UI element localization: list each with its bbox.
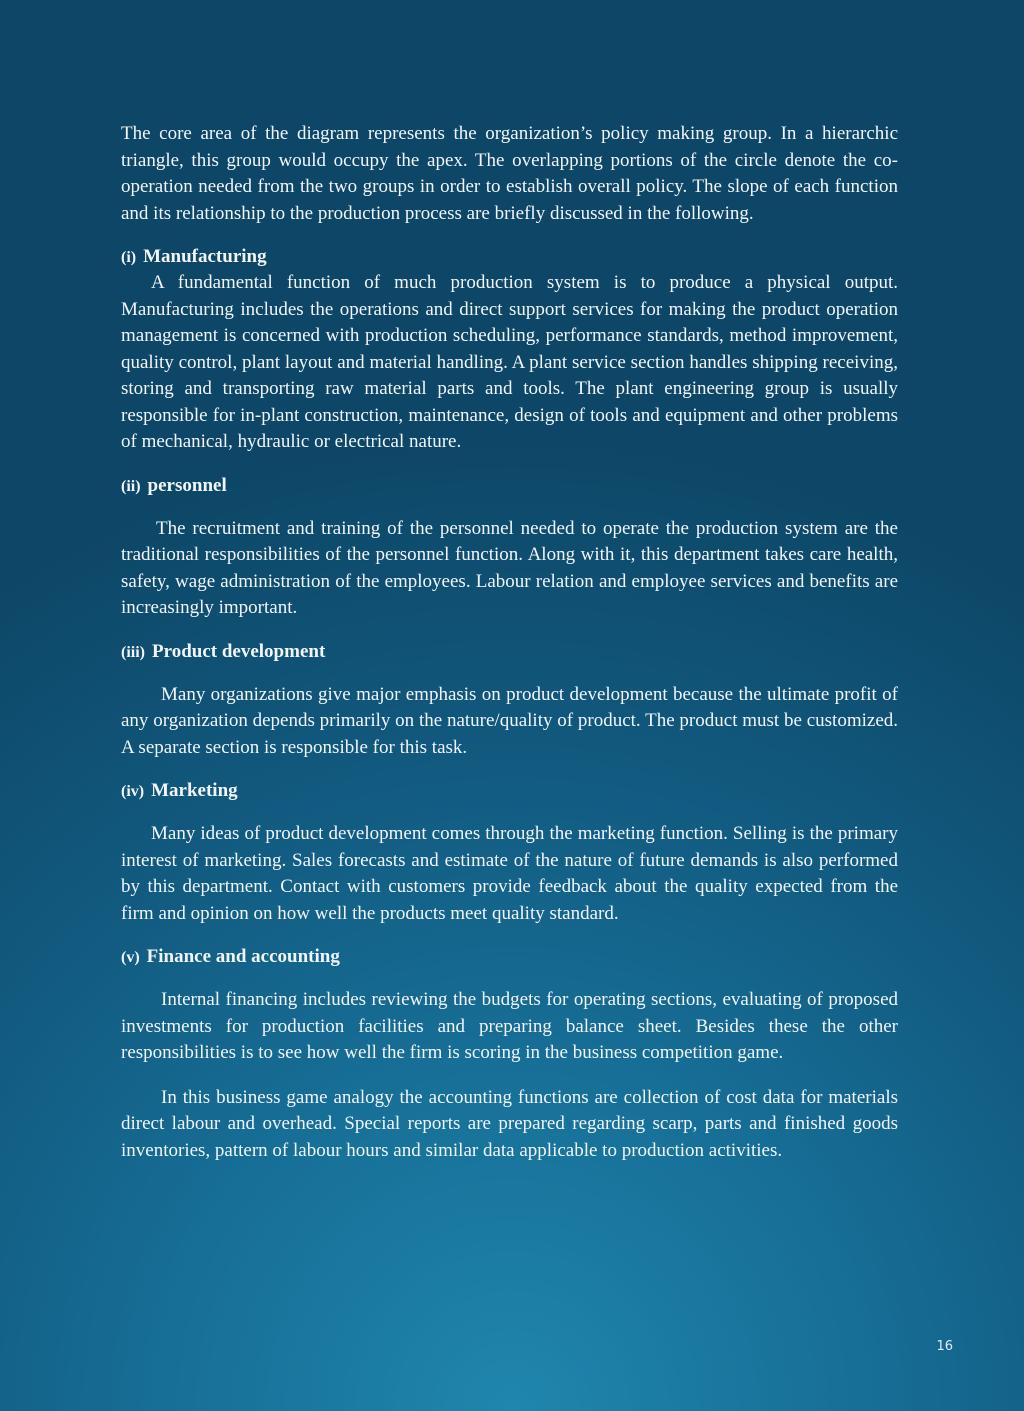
section-heading-product-development	[121, 640, 898, 665]
section-number: (ii)	[121, 477, 141, 495]
section-title: personnel	[147, 474, 227, 496]
intro-paragraph: The core area of the diagram represents the organization’s policy making group. In a hierarchic triangle, this group would occupy the apex. The overlapping portions of the circle denote the co-operation needed from the two groups in order to establish overall policy. The slope of each function and its relationship to the production process are briefly discussed in the following.	[121, 123, 898, 224]
section-heading-personnel	[121, 474, 898, 499]
section-title: Marketing	[151, 780, 238, 801]
section-number: (iii)	[121, 643, 145, 661]
section-title: Manufacturing	[143, 246, 267, 267]
section-number: (i)	[121, 249, 137, 266]
section-heading-marketing	[121, 779, 898, 804]
page-number: 16	[936, 1339, 953, 1354]
section-title: Finance and accounting	[146, 946, 340, 967]
product-development-paragraph: Many organizations give major emphasis on product development because the ultimate profit of any organization depends primarily on the nature/quality of product. The product must be customized. A separate section is responsible for this task.	[121, 683, 898, 758]
document-page	[121, 121, 898, 1164]
section-title: Product development	[152, 640, 326, 662]
section-heading-finance-accounting	[121, 945, 898, 970]
section-number: (v)	[121, 949, 140, 966]
accounting-paragraph: In this business game analogy the accounting functions are collection of cost data for materials direct labour and overhead. Special reports are prepared regarding scarp, parts and finished goods inventories, pattern of labour hours and similar data applicable to production activities.	[121, 1086, 898, 1161]
marketing-paragraph: Many ideas of product development comes through the marketing function. Selling is the primary interest of marketing. Sales forecasts and estimate of the nature of future demands is also performed by this department. Contact with customers provide feedback about the quality expected from the firm and opinion on how well the products meet quality standard.	[121, 823, 898, 924]
finance-paragraph: Internal financing includes reviewing the budgets for operating sections, evaluating of proposed investments for production facilities and preparing balance sheet. Besides these the other responsibilities is to see how well the firm is scoring in the business competition game.	[121, 989, 898, 1063]
personnel-paragraph: The recruitment and training of the personnel needed to operate the production system are the traditional responsibilities of the personnel function. Along with it, this department takes care health, safety, wage administration of the employees. Labour relation and employee services and benefits are increasingly important.	[121, 517, 898, 618]
manufacturing-paragraph: A fundamental function of much production system is to produce a physical output. Manufacturing includes the operations and direct support services for making the product operation management is concerned with production scheduling, performance standards, method improvement, quality control, plant layout and material handling. A plant service section handles shipping receiving, storing and transporting raw material parts and tools. The plant engineering group is usually responsible for in-plant construction, maintenance, design of tools and equipment and other problems of mechanical, hydraulic or electrical nature.	[121, 272, 898, 452]
section-heading-manufacturing	[121, 245, 898, 270]
section-number: (iv)	[121, 783, 145, 800]
